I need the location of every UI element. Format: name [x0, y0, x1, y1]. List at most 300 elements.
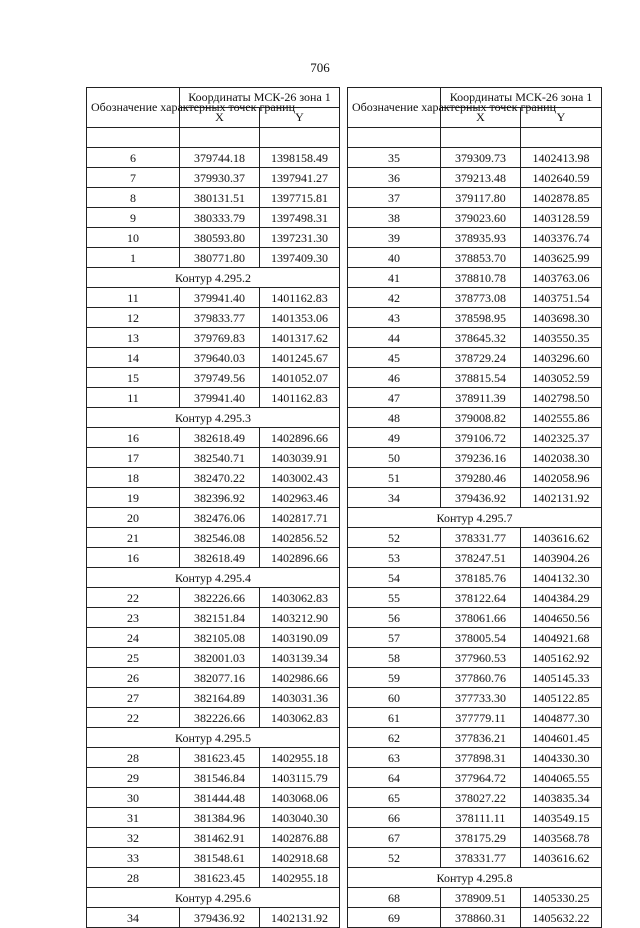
- point-number: 44: [348, 328, 441, 348]
- point-number: 8: [87, 188, 180, 208]
- point-number: 52: [348, 848, 441, 868]
- table-row: [348, 388, 602, 408]
- point-number: 52: [348, 528, 441, 548]
- table-row: [87, 228, 340, 248]
- point-number: 49: [348, 428, 441, 448]
- y-coordinate: 1402918.68: [260, 848, 340, 868]
- y-coordinate: 1403376.74: [521, 228, 602, 248]
- x-coordinate: 380333.79: [180, 208, 260, 228]
- table-row: [87, 708, 340, 728]
- point-number: 20: [87, 508, 180, 528]
- table-row: [87, 688, 340, 708]
- point-number: 54: [348, 568, 441, 588]
- point-number: 32: [87, 828, 180, 848]
- table-row: [348, 348, 602, 368]
- table-row: [87, 388, 340, 408]
- y-coordinate: 1402878.85: [521, 188, 602, 208]
- x-coordinate: 378111.11: [441, 808, 521, 828]
- y-coordinate: 1402896.66: [260, 548, 340, 568]
- point-number: 51: [348, 468, 441, 488]
- x-coordinate: 379941.40: [180, 388, 260, 408]
- y-coordinate: 1403296.60: [521, 348, 602, 368]
- table-row: [87, 208, 340, 228]
- table-row: [348, 468, 602, 488]
- table-row: [87, 768, 340, 788]
- table-row: [87, 148, 340, 168]
- y-coordinate: 1401162.83: [260, 288, 340, 308]
- y-coordinate: 1404877.30: [521, 708, 602, 728]
- table-row: [87, 628, 340, 648]
- x-coordinate: 382470.22: [180, 468, 260, 488]
- x-coordinate: 378645.32: [441, 328, 521, 348]
- x-coordinate: 377836.21: [441, 728, 521, 748]
- table-row: [87, 168, 340, 188]
- y-coordinate: 1397409.30: [260, 248, 340, 268]
- contour-row: [87, 408, 340, 428]
- table-row: [348, 188, 602, 208]
- y-coordinate: 1397941.27: [260, 168, 340, 188]
- y-coordinate: 1403052.59: [521, 368, 602, 388]
- x-coordinate: 379436.92: [441, 488, 521, 508]
- y-coordinate: 1403568.78: [521, 828, 602, 848]
- table-row: [87, 908, 340, 928]
- x-coordinate: 378911.39: [441, 388, 521, 408]
- y-coordinate: 1403625.99: [521, 248, 602, 268]
- x-coordinate: 379023.60: [441, 208, 521, 228]
- x-coordinate: 378815.54: [441, 368, 521, 388]
- point-number: 21: [87, 528, 180, 548]
- y-coordinate: 1397231.30: [260, 228, 340, 248]
- x-coordinate: 379008.82: [441, 408, 521, 428]
- x-coordinate: 377779.11: [441, 708, 521, 728]
- table-row: [87, 788, 340, 808]
- table-row: [348, 748, 602, 768]
- y-coordinate: 1403062.83: [260, 588, 340, 608]
- point-number: 65: [348, 788, 441, 808]
- point-number: 13: [87, 328, 180, 348]
- y-coordinate: 1405162.92: [521, 648, 602, 668]
- contour-row: [87, 728, 340, 748]
- y-coordinate: 1405122.85: [521, 688, 602, 708]
- y-coordinate: 1403550.35: [521, 328, 602, 348]
- point-number: 37: [348, 188, 441, 208]
- table-row: [87, 488, 340, 508]
- table-row: [348, 888, 602, 908]
- point-number: 34: [348, 488, 441, 508]
- x-coordinate: 379236.16: [441, 448, 521, 468]
- point-number: 6: [87, 148, 180, 168]
- y-coordinate: 1403763.06: [521, 268, 602, 288]
- table-row: [348, 268, 602, 288]
- point-header: Обозначение характерных точек границ: [348, 88, 441, 128]
- point-number: 24: [87, 628, 180, 648]
- y-coordinate: 1402325.37: [521, 428, 602, 448]
- y-coordinate: 1403751.54: [521, 288, 602, 308]
- x-coordinate: 377964.72: [441, 768, 521, 788]
- contour-label: Контур 4.295.5: [87, 728, 340, 748]
- point-number: 67: [348, 828, 441, 848]
- point-number: 61: [348, 708, 441, 728]
- y-coordinate: 1401052.07: [260, 368, 340, 388]
- y-coordinate: 1402640.59: [521, 168, 602, 188]
- contour-row: [87, 568, 340, 588]
- point-number: 46: [348, 368, 441, 388]
- x-header: X: [441, 108, 521, 128]
- y-coordinate: 1403190.09: [260, 628, 340, 648]
- x-coordinate: 381623.45: [180, 868, 260, 888]
- x-coordinate: 381384.96: [180, 808, 260, 828]
- point-number: 28: [87, 868, 180, 888]
- x-coordinate: 379117.80: [441, 188, 521, 208]
- y-coordinate: 1402131.92: [521, 488, 602, 508]
- table-row: [348, 648, 602, 668]
- table-row: [348, 288, 602, 308]
- x-coordinate: 377860.76: [441, 668, 521, 688]
- coordinates-header: Координаты МСК-26 зона 1: [441, 88, 602, 108]
- y-coordinate: 1403616.62: [521, 848, 602, 868]
- point-number: 15: [87, 368, 180, 388]
- table-row: [87, 368, 340, 388]
- right-table-body: [348, 148, 602, 928]
- table-row: [348, 728, 602, 748]
- contour-row: [87, 888, 340, 908]
- x-coordinate: 379280.46: [441, 468, 521, 488]
- table-row: [348, 548, 602, 568]
- table-row: [348, 848, 602, 868]
- x-coordinate: 379309.73: [441, 148, 521, 168]
- table-row: [87, 248, 340, 268]
- point-number: 35: [348, 148, 441, 168]
- table-row: [348, 528, 602, 548]
- x-coordinate: 379213.48: [441, 168, 521, 188]
- y-coordinate: 1403039.91: [260, 448, 340, 468]
- x-coordinate: 380131.51: [180, 188, 260, 208]
- table-row: [87, 508, 340, 528]
- x-coordinate: 379833.77: [180, 308, 260, 328]
- y-coordinate: 1402986.66: [260, 668, 340, 688]
- table-row: [87, 588, 340, 608]
- contour-label: Контур 4.295.6: [87, 888, 340, 908]
- point-header: Обозначение характерных точек границ: [87, 88, 180, 128]
- table-row: [348, 768, 602, 788]
- point-number: 45: [348, 348, 441, 368]
- point-number: 28: [87, 748, 180, 768]
- point-number: 11: [87, 388, 180, 408]
- coordinates-table-right: [347, 87, 602, 928]
- point-number: 62: [348, 728, 441, 748]
- x-coordinate: 381546.84: [180, 768, 260, 788]
- x-coordinate: 379436.92: [180, 908, 260, 928]
- x-coordinate: 382618.49: [180, 428, 260, 448]
- contour-row: [348, 868, 602, 888]
- table-row: [348, 228, 602, 248]
- contour-row: [87, 268, 340, 288]
- point-number: 39: [348, 228, 441, 248]
- x-coordinate: 378175.29: [441, 828, 521, 848]
- y-coordinate: 1402798.50: [521, 388, 602, 408]
- x-coordinate: 378122.64: [441, 588, 521, 608]
- x-coordinate: 382540.71: [180, 448, 260, 468]
- table-row: [348, 248, 602, 268]
- point-number: 64: [348, 768, 441, 788]
- point-number: 14: [87, 348, 180, 368]
- point-number: 7: [87, 168, 180, 188]
- point-number: 16: [87, 548, 180, 568]
- point-number: 60: [348, 688, 441, 708]
- point-number: 41: [348, 268, 441, 288]
- table-row: [348, 668, 602, 688]
- y-coordinate: 1403062.83: [260, 708, 340, 728]
- point-number: 55: [348, 588, 441, 608]
- y-coordinate: 1403835.34: [521, 788, 602, 808]
- point-number: 47: [348, 388, 441, 408]
- x-coordinate: 382105.08: [180, 628, 260, 648]
- contour-label: Контур 4.295.3: [87, 408, 340, 428]
- x-coordinate: 379106.72: [441, 428, 521, 448]
- y-coordinate: 1405330.25: [521, 888, 602, 908]
- table-row: [87, 348, 340, 368]
- y-coordinate: 1397498.31: [260, 208, 340, 228]
- contour-label: Контур 4.295.7: [348, 508, 602, 528]
- y-coordinate: 1402131.92: [260, 908, 340, 928]
- point-number: 59: [348, 668, 441, 688]
- y-header: Y: [260, 108, 340, 128]
- x-coordinate: 378027.22: [441, 788, 521, 808]
- x-coordinate: 378331.77: [441, 528, 521, 548]
- point-number: 57: [348, 628, 441, 648]
- x-coordinate: 378247.51: [441, 548, 521, 568]
- y-coordinate: 1402896.66: [260, 428, 340, 448]
- point-number: 22: [87, 708, 180, 728]
- point-number: 22: [87, 588, 180, 608]
- point-number: 23: [87, 608, 180, 628]
- point-number: 38: [348, 208, 441, 228]
- y-coordinate: 1403031.36: [260, 688, 340, 708]
- x-coordinate: 382476.06: [180, 508, 260, 528]
- contour-label: Контур 4.295.2: [87, 268, 340, 288]
- x-coordinate: 382396.92: [180, 488, 260, 508]
- y-coordinate: 1402058.96: [521, 468, 602, 488]
- point-number: 58: [348, 648, 441, 668]
- x-coordinate: 382226.66: [180, 588, 260, 608]
- y-coordinate: 1404921.68: [521, 628, 602, 648]
- x-coordinate: 379744.18: [180, 148, 260, 168]
- y-coordinate: 1403549.15: [521, 808, 602, 828]
- x-coordinate: 378729.24: [441, 348, 521, 368]
- table-row: [87, 528, 340, 548]
- y-coordinate: 1402413.98: [521, 148, 602, 168]
- table-row: [87, 868, 340, 888]
- point-number: 56: [348, 608, 441, 628]
- table-row: [87, 808, 340, 828]
- x-coordinate: 378061.66: [441, 608, 521, 628]
- point-number: 1: [87, 248, 180, 268]
- table-row: [348, 448, 602, 468]
- y-coordinate: 1402856.52: [260, 528, 340, 548]
- y-coordinate: 1404384.29: [521, 588, 602, 608]
- point-number: 30: [87, 788, 180, 808]
- table-row: [348, 808, 602, 828]
- coordinates-header: Координаты МСК-26 зона 1: [180, 88, 340, 108]
- y-coordinate: 1403068.06: [260, 788, 340, 808]
- point-number: 40: [348, 248, 441, 268]
- table-row: [87, 548, 340, 568]
- y-coordinate: 1405145.33: [521, 668, 602, 688]
- y-coordinate: 1404132.30: [521, 568, 602, 588]
- table-row: [348, 368, 602, 388]
- point-number: 29: [87, 768, 180, 788]
- y-coordinate: 1403128.59: [521, 208, 602, 228]
- point-number: 9: [87, 208, 180, 228]
- x-coordinate: 378860.31: [441, 908, 521, 928]
- table-row: [87, 328, 340, 348]
- point-number: 16: [87, 428, 180, 448]
- point-number: 26: [87, 668, 180, 688]
- table-row: [87, 188, 340, 208]
- y-coordinate: 1404065.55: [521, 768, 602, 788]
- x-coordinate: 382226.66: [180, 708, 260, 728]
- table-row: [348, 488, 602, 508]
- table-row: [348, 828, 602, 848]
- x-coordinate: 380593.80: [180, 228, 260, 248]
- x-coordinate: 380771.80: [180, 248, 260, 268]
- point-number: 48: [348, 408, 441, 428]
- contour-row: [348, 508, 602, 528]
- point-number: 12: [87, 308, 180, 328]
- x-coordinate: 382077.16: [180, 668, 260, 688]
- x-coordinate: 379941.40: [180, 288, 260, 308]
- point-number: 27: [87, 688, 180, 708]
- x-coordinate: 381444.48: [180, 788, 260, 808]
- point-number: 10: [87, 228, 180, 248]
- x-coordinate: 378331.77: [441, 848, 521, 868]
- point-number: 31: [87, 808, 180, 828]
- y-coordinate: 1402955.18: [260, 748, 340, 768]
- y-coordinate: 1402817.71: [260, 508, 340, 528]
- table-row: [87, 668, 340, 688]
- table-row: [348, 688, 602, 708]
- table-row: [87, 468, 340, 488]
- table-row: [348, 408, 602, 428]
- table-row: [87, 848, 340, 868]
- table-row: [348, 168, 602, 188]
- y-coordinate: 1404650.56: [521, 608, 602, 628]
- x-coordinate: 379769.83: [180, 328, 260, 348]
- x-coordinate: 378853.70: [441, 248, 521, 268]
- x-coordinate: 379749.56: [180, 368, 260, 388]
- x-coordinate: 382618.49: [180, 548, 260, 568]
- y-coordinate: 1401317.62: [260, 328, 340, 348]
- point-number: 18: [87, 468, 180, 488]
- point-number: 19: [87, 488, 180, 508]
- table-row: [87, 308, 340, 328]
- table-row: [348, 608, 602, 628]
- table-row: [348, 788, 602, 808]
- y-coordinate: 1405632.22: [521, 908, 602, 928]
- x-coordinate: 377960.53: [441, 648, 521, 668]
- table-row: [348, 308, 602, 328]
- x-coordinate: 379640.03: [180, 348, 260, 368]
- coordinates-table-left: [86, 87, 340, 928]
- point-number: 36: [348, 168, 441, 188]
- point-number: 33: [87, 848, 180, 868]
- point-number: 34: [87, 908, 180, 928]
- x-coordinate: 378005.54: [441, 628, 521, 648]
- y-coordinate: 1402963.46: [260, 488, 340, 508]
- y-coordinate: 1401162.83: [260, 388, 340, 408]
- x-coordinate: 381548.61: [180, 848, 260, 868]
- y-coordinate: 1403698.30: [521, 308, 602, 328]
- table-row: [348, 148, 602, 168]
- x-coordinate: 382001.03: [180, 648, 260, 668]
- y-coordinate: 1402876.88: [260, 828, 340, 848]
- table-row: [348, 328, 602, 348]
- y-coordinate: 1402955.18: [260, 868, 340, 888]
- point-number: 17: [87, 448, 180, 468]
- x-coordinate: 378935.93: [441, 228, 521, 248]
- y-header: Y: [521, 108, 602, 128]
- table-row: [348, 588, 602, 608]
- point-number: 68: [348, 888, 441, 908]
- table-row: [87, 748, 340, 768]
- y-coordinate: 1397715.81: [260, 188, 340, 208]
- point-number: 25: [87, 648, 180, 668]
- y-coordinate: 1401353.06: [260, 308, 340, 328]
- table-row: [348, 208, 602, 228]
- y-coordinate: 1403002.43: [260, 468, 340, 488]
- y-coordinate: 1404330.30: [521, 748, 602, 768]
- point-number: 11: [87, 288, 180, 308]
- table-row: [87, 448, 340, 468]
- x-coordinate: 382151.84: [180, 608, 260, 628]
- contour-label: Контур 4.295.4: [87, 568, 340, 588]
- y-coordinate: 1401245.67: [260, 348, 340, 368]
- x-coordinate: 378810.78: [441, 268, 521, 288]
- x-coordinate: 382546.08: [180, 528, 260, 548]
- x-coordinate: 381623.45: [180, 748, 260, 768]
- x-coordinate: 378185.76: [441, 568, 521, 588]
- y-coordinate: 1403040.30: [260, 808, 340, 828]
- contour-label: Контур 4.295.8: [348, 868, 602, 888]
- y-coordinate: 1404601.45: [521, 728, 602, 748]
- y-coordinate: 1398158.49: [260, 148, 340, 168]
- table-row: [348, 568, 602, 588]
- table-row: [87, 428, 340, 448]
- table-row: [348, 428, 602, 448]
- y-coordinate: 1403904.26: [521, 548, 602, 568]
- x-coordinate: 381462.91: [180, 828, 260, 848]
- x-header: X: [180, 108, 260, 128]
- point-number: 69: [348, 908, 441, 928]
- x-coordinate: 378598.95: [441, 308, 521, 328]
- table-row: [87, 608, 340, 628]
- y-coordinate: 1403616.62: [521, 528, 602, 548]
- y-coordinate: 1403115.79: [260, 768, 340, 788]
- y-coordinate: 1403212.90: [260, 608, 340, 628]
- left-table-body: [87, 148, 340, 928]
- point-number: 53: [348, 548, 441, 568]
- y-coordinate: 1402038.30: [521, 448, 602, 468]
- table-row: [348, 708, 602, 728]
- x-coordinate: 377733.30: [441, 688, 521, 708]
- x-coordinate: 379930.37: [180, 168, 260, 188]
- point-number: 42: [348, 288, 441, 308]
- point-number: 63: [348, 748, 441, 768]
- y-coordinate: 1402555.86: [521, 408, 602, 428]
- point-number: 50: [348, 448, 441, 468]
- point-number: 66: [348, 808, 441, 828]
- table-row: [348, 628, 602, 648]
